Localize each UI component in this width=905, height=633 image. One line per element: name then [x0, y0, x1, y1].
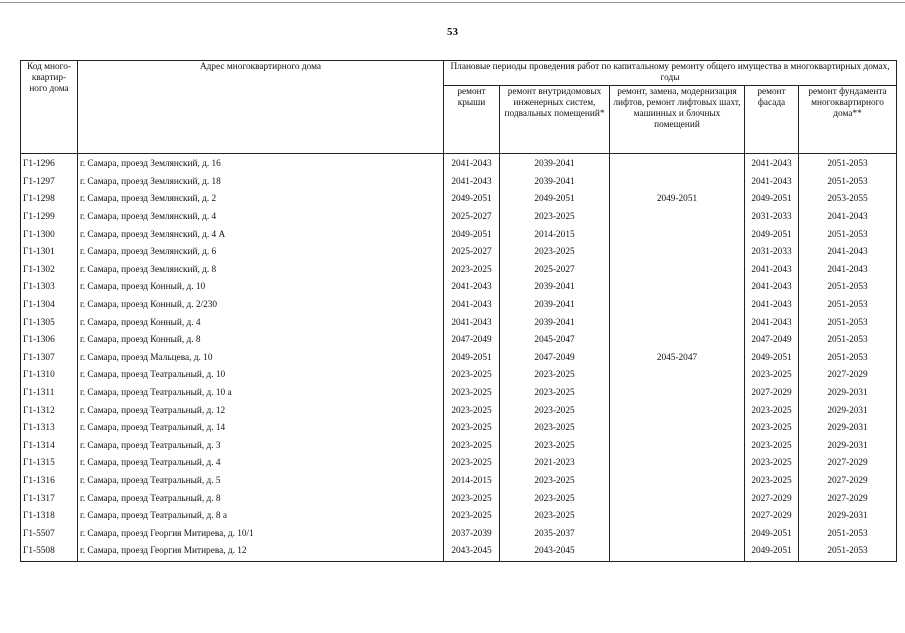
cell-address: г. Самара, проезд Театральный, д. 10 а: [78, 385, 444, 403]
cell-lifts: [610, 402, 745, 420]
header-systems: ремонт внутридомовых инженерных систем, подвальных помещений*: [500, 86, 610, 154]
cell-code: Г1-1311: [21, 385, 78, 403]
cell-address: г. Самара, проезд Театральный, д. 4: [78, 455, 444, 473]
cell-lifts: [610, 314, 745, 332]
cell-roof: 2023-2025: [444, 420, 500, 438]
cell-foundation: 2051-2053: [799, 297, 897, 315]
cell-roof: 2023-2025: [444, 490, 500, 508]
table-row: [21, 244, 897, 262]
cell-facade: 2031-2033: [745, 244, 799, 262]
table-row: [21, 525, 897, 543]
cell-facade: 2049-2051: [745, 191, 799, 209]
cell-roof: 2023-2025: [444, 385, 500, 403]
cell-code: Г1-1298: [21, 191, 78, 209]
cell-facade: 2023-2025: [745, 455, 799, 473]
scan-top-edge: [0, 2, 905, 3]
cell-lifts: [610, 297, 745, 315]
cell-address: г. Самара, проезд Землянский, д. 2: [78, 191, 444, 209]
cell-foundation: 2027-2029: [799, 490, 897, 508]
cell-roof: 2025-2027: [444, 244, 500, 262]
cell-code: Г1-1302: [21, 262, 78, 280]
cell-roof: 2041-2043: [444, 279, 500, 297]
cell-foundation: 2029-2031: [799, 508, 897, 526]
table-row: [21, 174, 897, 192]
table-row: [21, 297, 897, 315]
cell-facade: 2027-2029: [745, 490, 799, 508]
cell-address: г. Самара, проезд Конный, д. 4: [78, 314, 444, 332]
cell-facade: 2023-2025: [745, 420, 799, 438]
cell-foundation: 2041-2043: [799, 262, 897, 280]
cell-code: Г1-1307: [21, 350, 78, 368]
cell-address: г. Самара, проезд Конный, д. 8: [78, 332, 444, 350]
cell-address: г. Самара, проезд Конный, д. 10: [78, 279, 444, 297]
cell-facade: 2023-2025: [745, 438, 799, 456]
cell-code: Г1-1317: [21, 490, 78, 508]
cell-address: г. Самара, проезд Театральный, д. 12: [78, 402, 444, 420]
cell-address: г. Самара, проезд Конный, д. 2/230: [78, 297, 444, 315]
cell-address: г. Самара, проезд Землянский, д. 16: [78, 154, 444, 174]
table-row: [21, 367, 897, 385]
cell-address: г. Самара, проезд Мальцева, д. 10: [78, 350, 444, 368]
cell-systems: 2039-2041: [500, 174, 610, 192]
cell-facade: 2049-2051: [745, 525, 799, 543]
cell-lifts: [610, 490, 745, 508]
header-periods-group: Плановые периоды проведения работ по капитальному ремонту общего имущества в многоквартирных домах, годы: [444, 61, 897, 86]
table-body: [21, 154, 897, 562]
cell-code: Г1-1306: [21, 332, 78, 350]
cell-address: г. Самара, проезд Театральный, д. 10: [78, 367, 444, 385]
cell-lifts: [610, 543, 745, 561]
cell-facade: 2041-2043: [745, 279, 799, 297]
cell-roof: 2025-2027: [444, 209, 500, 227]
cell-address: г. Самара, проезд Землянский, д. 6: [78, 244, 444, 262]
cell-code: Г1-1304: [21, 297, 78, 315]
cell-lifts: 2049-2051: [610, 191, 745, 209]
cell-foundation: 2027-2029: [799, 455, 897, 473]
cell-address: г. Самара, проезд Георгия Митирева, д. 10/1: [78, 525, 444, 543]
cell-systems: 2047-2049: [500, 350, 610, 368]
cell-foundation: 2051-2053: [799, 543, 897, 561]
table-row: [21, 543, 897, 561]
cell-address: г. Самара, проезд Театральный, д. 3: [78, 438, 444, 456]
cell-address: г. Самара, проезд Театральный, д. 5: [78, 473, 444, 491]
cell-lifts: [610, 244, 745, 262]
table-row: [21, 209, 897, 227]
cell-foundation: 2053-2055: [799, 191, 897, 209]
header-foundation: ремонт фундамента многоквартирного дома**: [799, 86, 897, 154]
cell-roof: 2023-2025: [444, 402, 500, 420]
cell-lifts: [610, 385, 745, 403]
cell-facade: 2031-2033: [745, 209, 799, 227]
cell-systems: 2039-2041: [500, 297, 610, 315]
cell-code: Г1-1303: [21, 279, 78, 297]
cell-code: Г1-1300: [21, 226, 78, 244]
cell-lifts: [610, 473, 745, 491]
cell-lifts: [610, 438, 745, 456]
cell-foundation: 2051-2053: [799, 332, 897, 350]
cell-foundation: 2041-2043: [799, 244, 897, 262]
cell-systems: 2025-2027: [500, 262, 610, 280]
cell-lifts: [610, 209, 745, 227]
cell-roof: 2041-2043: [444, 297, 500, 315]
cell-foundation: 2029-2031: [799, 385, 897, 403]
cell-code: Г1-5508: [21, 543, 78, 561]
cell-foundation: 2051-2053: [799, 314, 897, 332]
cell-code: Г1-1312: [21, 402, 78, 420]
cell-code: Г1-1301: [21, 244, 78, 262]
cell-facade: 2047-2049: [745, 332, 799, 350]
cell-address: г. Самара, проезд Землянский, д. 4 А: [78, 226, 444, 244]
cell-roof: 2041-2043: [444, 314, 500, 332]
cell-roof: 2047-2049: [444, 332, 500, 350]
cell-facade: 2023-2025: [745, 473, 799, 491]
cell-foundation: 2029-2031: [799, 420, 897, 438]
cell-code: Г1-1313: [21, 420, 78, 438]
cell-lifts: [610, 508, 745, 526]
cell-address: г. Самара, проезд Георгия Митирева, д. 12: [78, 543, 444, 561]
cell-systems: 2023-2025: [500, 490, 610, 508]
table-row: [21, 473, 897, 491]
cell-facade: 2041-2043: [745, 297, 799, 315]
cell-facade: 2049-2051: [745, 226, 799, 244]
cell-lifts: [610, 332, 745, 350]
cell-facade: 2041-2043: [745, 314, 799, 332]
header-address: Адрес многоквартирного дома: [78, 61, 444, 154]
cell-roof: 2043-2045: [444, 543, 500, 561]
cell-foundation: 2041-2043: [799, 209, 897, 227]
cell-facade: 2041-2043: [745, 174, 799, 192]
cell-foundation: 2027-2029: [799, 367, 897, 385]
cell-roof: 2023-2025: [444, 455, 500, 473]
cell-lifts: [610, 455, 745, 473]
cell-systems: 2023-2025: [500, 402, 610, 420]
cell-systems: 2023-2025: [500, 508, 610, 526]
cell-roof: 2037-2039: [444, 525, 500, 543]
table-row: [21, 262, 897, 280]
cell-lifts: [610, 525, 745, 543]
cell-systems: 2023-2025: [500, 367, 610, 385]
cell-foundation: 2051-2053: [799, 226, 897, 244]
cell-systems: 2039-2041: [500, 314, 610, 332]
cell-systems: 2045-2047: [500, 332, 610, 350]
cell-roof: 2023-2025: [444, 438, 500, 456]
cell-foundation: 2051-2053: [799, 154, 897, 174]
cell-roof: 2049-2051: [444, 226, 500, 244]
cell-systems: 2039-2041: [500, 154, 610, 174]
cell-code: Г1-5507: [21, 525, 78, 543]
cell-systems: 2023-2025: [500, 420, 610, 438]
cell-systems: 2023-2025: [500, 244, 610, 262]
cell-facade: 2041-2043: [745, 262, 799, 280]
cell-lifts: [610, 420, 745, 438]
table-row: [21, 385, 897, 403]
cell-lifts: [610, 154, 745, 174]
cell-code: Г1-1299: [21, 209, 78, 227]
cell-systems: 2014-2015: [500, 226, 610, 244]
cell-systems: 2043-2045: [500, 543, 610, 561]
cell-code: Г1-1310: [21, 367, 78, 385]
table-row: [21, 438, 897, 456]
header-code: Код много-квартир-ного дома: [21, 61, 78, 154]
cell-roof: 2049-2051: [444, 191, 500, 209]
header-facade: ремонт фасада: [745, 86, 799, 154]
cell-address: г. Самара, проезд Театральный, д. 8 а: [78, 508, 444, 526]
cell-roof: 2041-2043: [444, 174, 500, 192]
cell-foundation: 2051-2053: [799, 525, 897, 543]
cell-facade: 2049-2051: [745, 543, 799, 561]
table-row: [21, 508, 897, 526]
cell-systems: 2039-2041: [500, 279, 610, 297]
cell-roof: 2023-2025: [444, 367, 500, 385]
cell-systems: 2021-2023: [500, 455, 610, 473]
cell-facade: 2023-2025: [745, 402, 799, 420]
cell-systems: 2023-2025: [500, 209, 610, 227]
cell-systems: 2049-2051: [500, 191, 610, 209]
cell-lifts: [610, 279, 745, 297]
table-row: [21, 226, 897, 244]
table-row: [21, 420, 897, 438]
cell-lifts: [610, 367, 745, 385]
cell-address: г. Самара, проезд Землянский, д. 4: [78, 209, 444, 227]
cell-foundation: 2029-2031: [799, 402, 897, 420]
table-row: [21, 314, 897, 332]
cell-address: г. Самара, проезд Землянский, д. 18: [78, 174, 444, 192]
cell-facade: 2049-2051: [745, 350, 799, 368]
cell-foundation: 2051-2053: [799, 350, 897, 368]
table-row: [21, 154, 897, 174]
cell-foundation: 2051-2053: [799, 279, 897, 297]
cell-code: Г1-1315: [21, 455, 78, 473]
cell-code: Г1-1296: [21, 154, 78, 174]
cell-facade: 2027-2029: [745, 385, 799, 403]
cell-facade: 2023-2025: [745, 367, 799, 385]
cell-roof: 2041-2043: [444, 154, 500, 174]
cell-facade: 2041-2043: [745, 154, 799, 174]
cell-code: Г1-1297: [21, 174, 78, 192]
cell-systems: 2035-2037: [500, 525, 610, 543]
cell-facade: 2027-2029: [745, 508, 799, 526]
header-lifts: ремонт, замена, модернизация лифтов, ремонт лифтовых шахт, машинных и блочных помещений: [610, 86, 745, 154]
cell-lifts: [610, 262, 745, 280]
cell-address: г. Самара, проезд Землянский, д. 8: [78, 262, 444, 280]
cell-code: Г1-1305: [21, 314, 78, 332]
cell-systems: 2023-2025: [500, 438, 610, 456]
table-row: [21, 350, 897, 368]
cell-systems: 2023-2025: [500, 385, 610, 403]
cell-foundation: 2027-2029: [799, 473, 897, 491]
table-row: [21, 191, 897, 209]
cell-roof: 2049-2051: [444, 350, 500, 368]
table-row: [21, 279, 897, 297]
cell-foundation: 2029-2031: [799, 438, 897, 456]
cell-lifts: [610, 226, 745, 244]
capital-repair-table: [20, 60, 897, 562]
table-row: [21, 402, 897, 420]
cell-roof: 2023-2025: [444, 508, 500, 526]
cell-lifts: 2045-2047: [610, 350, 745, 368]
cell-foundation: 2051-2053: [799, 174, 897, 192]
table-row: [21, 490, 897, 508]
table-row: [21, 332, 897, 350]
header-roof: ремонт крыши: [444, 86, 500, 154]
cell-roof: 2014-2015: [444, 473, 500, 491]
table-row: [21, 455, 897, 473]
cell-code: Г1-1318: [21, 508, 78, 526]
page-number: 53: [447, 26, 458, 38]
cell-address: г. Самара, проезд Театральный, д. 8: [78, 490, 444, 508]
cell-code: Г1-1314: [21, 438, 78, 456]
cell-address: г. Самара, проезд Театральный, д. 14: [78, 420, 444, 438]
cell-roof: 2023-2025: [444, 262, 500, 280]
cell-lifts: [610, 174, 745, 192]
cell-systems: 2023-2025: [500, 473, 610, 491]
cell-code: Г1-1316: [21, 473, 78, 491]
